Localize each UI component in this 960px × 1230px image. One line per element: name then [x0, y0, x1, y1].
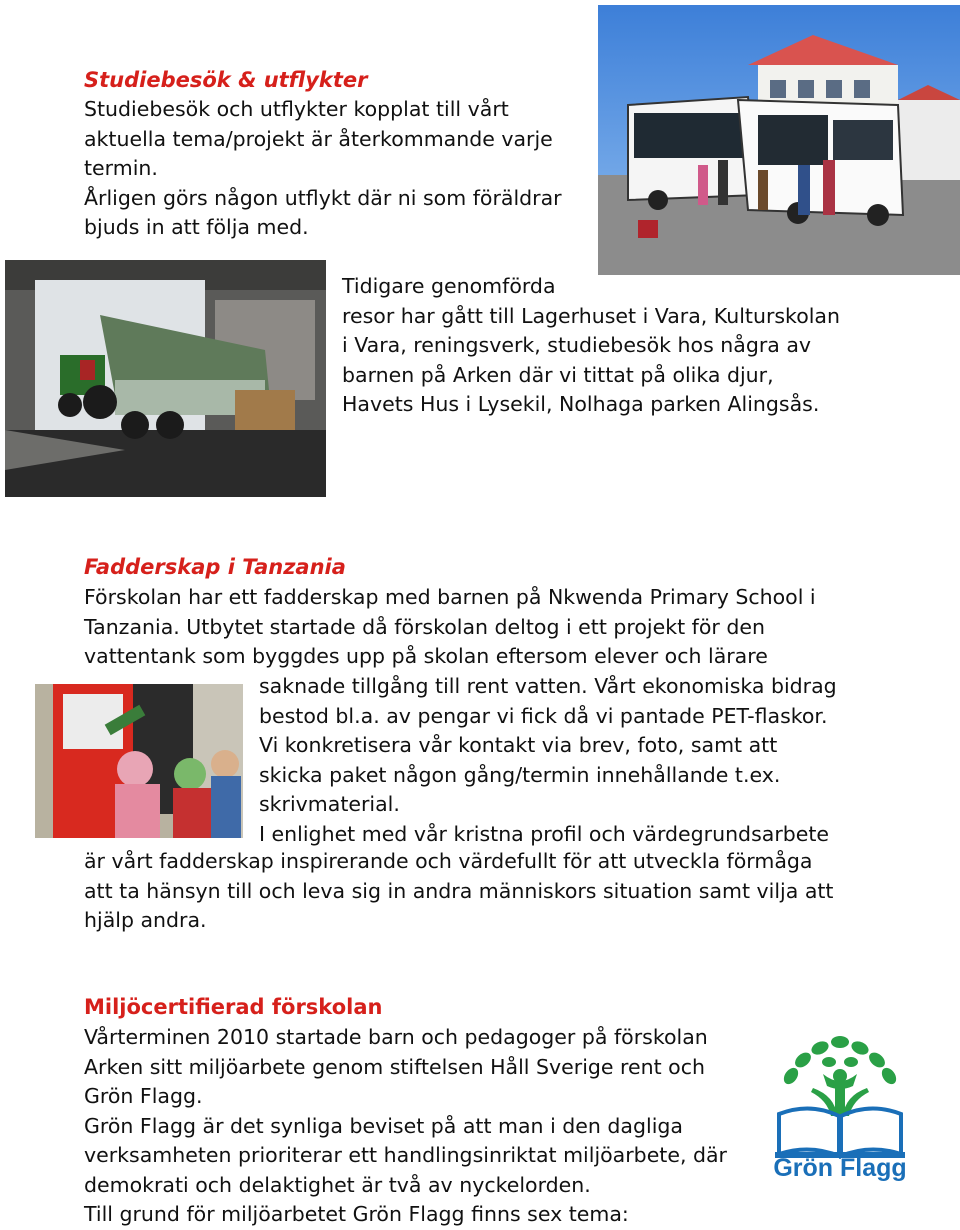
section-studiebesok: [84, 66, 562, 243]
fadderskap-text-top: [84, 583, 816, 672]
logo-text: Grön Flagg: [773, 1154, 907, 1182]
text-line: Tanzania. Utbytet startade då förskolan deltog i ett projekt för den: [84, 614, 765, 639]
text-line: skrivmaterial.: [259, 792, 400, 816]
text-line: I enlighet med vår kristna profil och värdegrundsarbete: [259, 821, 830, 846]
text-line: Årligen görs någon utflykt där ni som föräldrar: [84, 185, 562, 210]
bus-photo: [598, 5, 960, 275]
text-line: aktuella tema/projekt är återkommande varje: [84, 126, 553, 151]
miljo-text: [84, 1023, 727, 1230]
tractor-photo: [5, 260, 326, 497]
heading-miljo: Miljöcertifierad förskolan: [84, 995, 383, 1019]
text-line: vattentank som byggdes upp på skolan eftersom elever och lärare: [84, 644, 768, 668]
text-line: är vårt fadderskap inspirerande och värdefullt för att utveckla förmåga: [84, 849, 813, 873]
text-line: i Vara, reningsverk, studiebesök hos några av: [342, 333, 812, 357]
text-line: demokrati och delaktighet är två av nyckelorden.: [84, 1172, 591, 1197]
text-line: Grön Flagg.: [84, 1084, 203, 1108]
text-line: barnen på Arken där vi tittat på olika djur,: [342, 362, 774, 387]
text-line: Grön Flagg är det synliga beviset på att man i den dagliga: [84, 1113, 683, 1138]
text-line: hjälp andra.: [84, 908, 207, 932]
text-line: saknade tillgång till rent vatten. Vårt ekonomiska bidrag: [259, 674, 837, 698]
text-line: Havets Hus i Lysekil, Nolhaga parken Alingsås.: [342, 392, 820, 416]
text-line: Studiebesök och utflykter kopplat till vårt: [84, 97, 509, 121]
text-line: att ta hänsyn till och leva sig in andra människors situation samt vilja att: [84, 878, 834, 903]
fadderskap-text-end: [84, 847, 833, 936]
text-line: Förskolan har ett fadderskap med barnen på Nkwenda Primary School i: [84, 585, 816, 609]
text-line: verksamheten prioriterar ett handlingsinriktat miljöarbete, där: [84, 1143, 727, 1167]
heading-fadderskap: Fadderskap i Tanzania: [84, 555, 346, 579]
recycling-photo: [35, 684, 243, 838]
gron-flagg-logo: [765, 1030, 915, 1190]
text-line: termin.: [84, 156, 158, 180]
text-line: skicka paket någon gång/termin innehållande t.ex.: [259, 762, 781, 787]
text-line: Vi konkretisera vår kontakt via brev, foto, samt att: [259, 733, 778, 757]
text-line: Vårterminen 2010 startade barn och pedagoger på förskolan: [84, 1025, 708, 1049]
text-line: Tidigare genomförda: [342, 274, 556, 298]
text-line: bestod bl.a. av pengar vi fick då vi pantade PET-flaskor.: [259, 703, 828, 728]
text-line: Till grund för miljöarbetet Grön Flagg finns sex tema:: [84, 1202, 629, 1226]
text-line: Arken sitt miljöarbete genom stiftelsen Håll Sverige rent och: [84, 1054, 705, 1079]
text-line: bjuds in att följa med.: [84, 215, 309, 239]
resor-text: [342, 272, 840, 420]
text-line: resor har gått till Lagerhuset i Vara, Kulturskolan: [342, 303, 840, 328]
heading-studiebesok: Studiebesök & utflykter: [84, 68, 368, 92]
fadderskap-text-indented: [259, 672, 837, 849]
